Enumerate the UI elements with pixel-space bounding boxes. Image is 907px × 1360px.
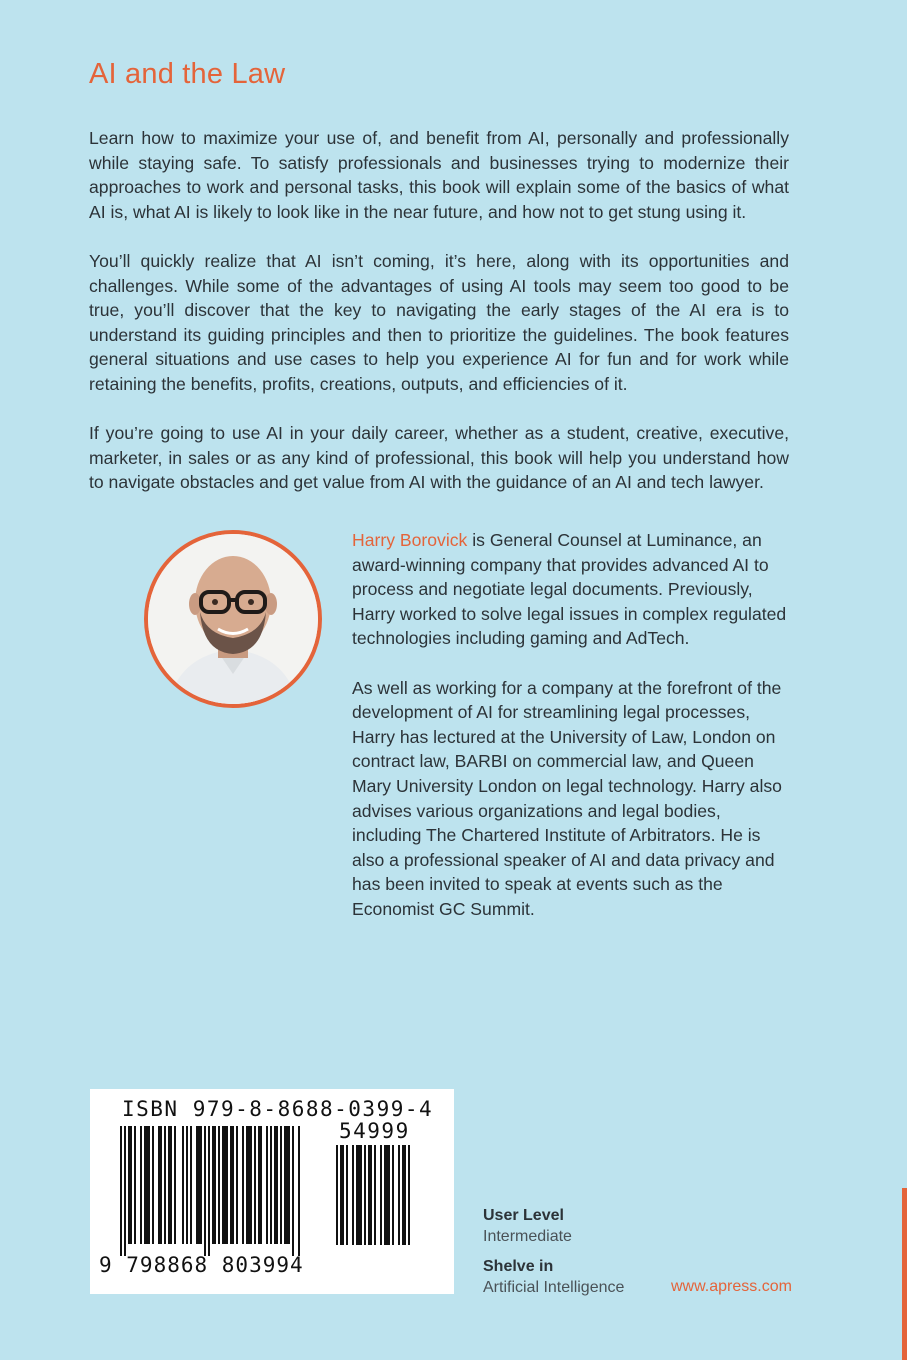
- spine-accent-bar: [902, 1188, 907, 1360]
- description-paragraph-1: Learn how to maximize your use of, and benefit from AI, personally and professionally while staying safe. To satisfy professionals and businesses trying to modernize their approaches to work and personal tasks, this book will explain some of the basics of what AI is, what AI is likely to look like in the near future, and how not to get stung using it.: [89, 128, 789, 222]
- isbn-number: ISBN 979-8-8688-0399-4: [122, 1097, 434, 1121]
- shelve-in: [483, 1256, 624, 1298]
- author-bio: [352, 528, 792, 946]
- author-name: Harry Borovick: [352, 530, 468, 550]
- shelve-in-value: Artificial Intelligence: [483, 1279, 625, 1296]
- bio-paragraph-2: As well as working for a company at the forefront of the development of AI for streamlining legal processes, Harry has lectured at the University of Law, London on contract law, BARBI on commercial law, and Queen Mary University London on legal technology. Harry also advises various organizations and legal bodies, including The Chartered Institute of Arbitrators. He is also a professional speaker of AI and data privacy and has been invited to speak at events such as the Economist GC Summit.: [352, 677, 782, 919]
- addon-barcode-bars: [336, 1145, 426, 1253]
- price-addon-number: 54999: [339, 1119, 410, 1143]
- user-level-value: Intermediate: [483, 1228, 572, 1245]
- isbn-barcode: [90, 1089, 454, 1294]
- book-description: [89, 126, 789, 520]
- author-portrait-illustration: [148, 534, 318, 704]
- shelve-in-label: Shelve in: [483, 1258, 554, 1275]
- publisher-url[interactable]: www.apress.com: [671, 1278, 792, 1295]
- bio-paragraph-1: [352, 528, 792, 651]
- ean-digits: 9 798868 803994: [99, 1253, 304, 1277]
- user-level-label: User Level: [483, 1207, 564, 1224]
- user-level: [483, 1205, 572, 1247]
- bio-paragraph-1-text: is General Counsel at Luminance, an award-winning company that provides advanced AI to process and negotiate legal documents. Previously, Harry worked to solve legal issues in complex regulated technologies including gaming and AdTech.: [352, 530, 787, 649]
- description-paragraph-3: If you’re going to use AI in your daily career, whether as a student, creative, executive, marketer, in sales or as any kind of professional, this book will help you understand how to navigate obstacles and get value from AI with the guidance of an AI and tech lawyer.: [89, 423, 789, 493]
- book-title: AI and the Law: [89, 58, 286, 90]
- ean-barcode-bars: [120, 1126, 310, 1256]
- description-paragraph-2: You’ll quickly realize that AI isn’t coming, it’s here, along with its opportunities and challenges. While some of the advantages of using AI tools may seem too good to be true, you’ll discover that the key to navigating the early stages of the AI era is to understand its guiding principles and then to prioritize the guidelines. The book features general situations and use cases to help you experience AI for fun and for work while retaining the benefits, profits, creations, outputs, and efficiencies of it.: [89, 250, 789, 394]
- author-photo: [144, 530, 322, 708]
